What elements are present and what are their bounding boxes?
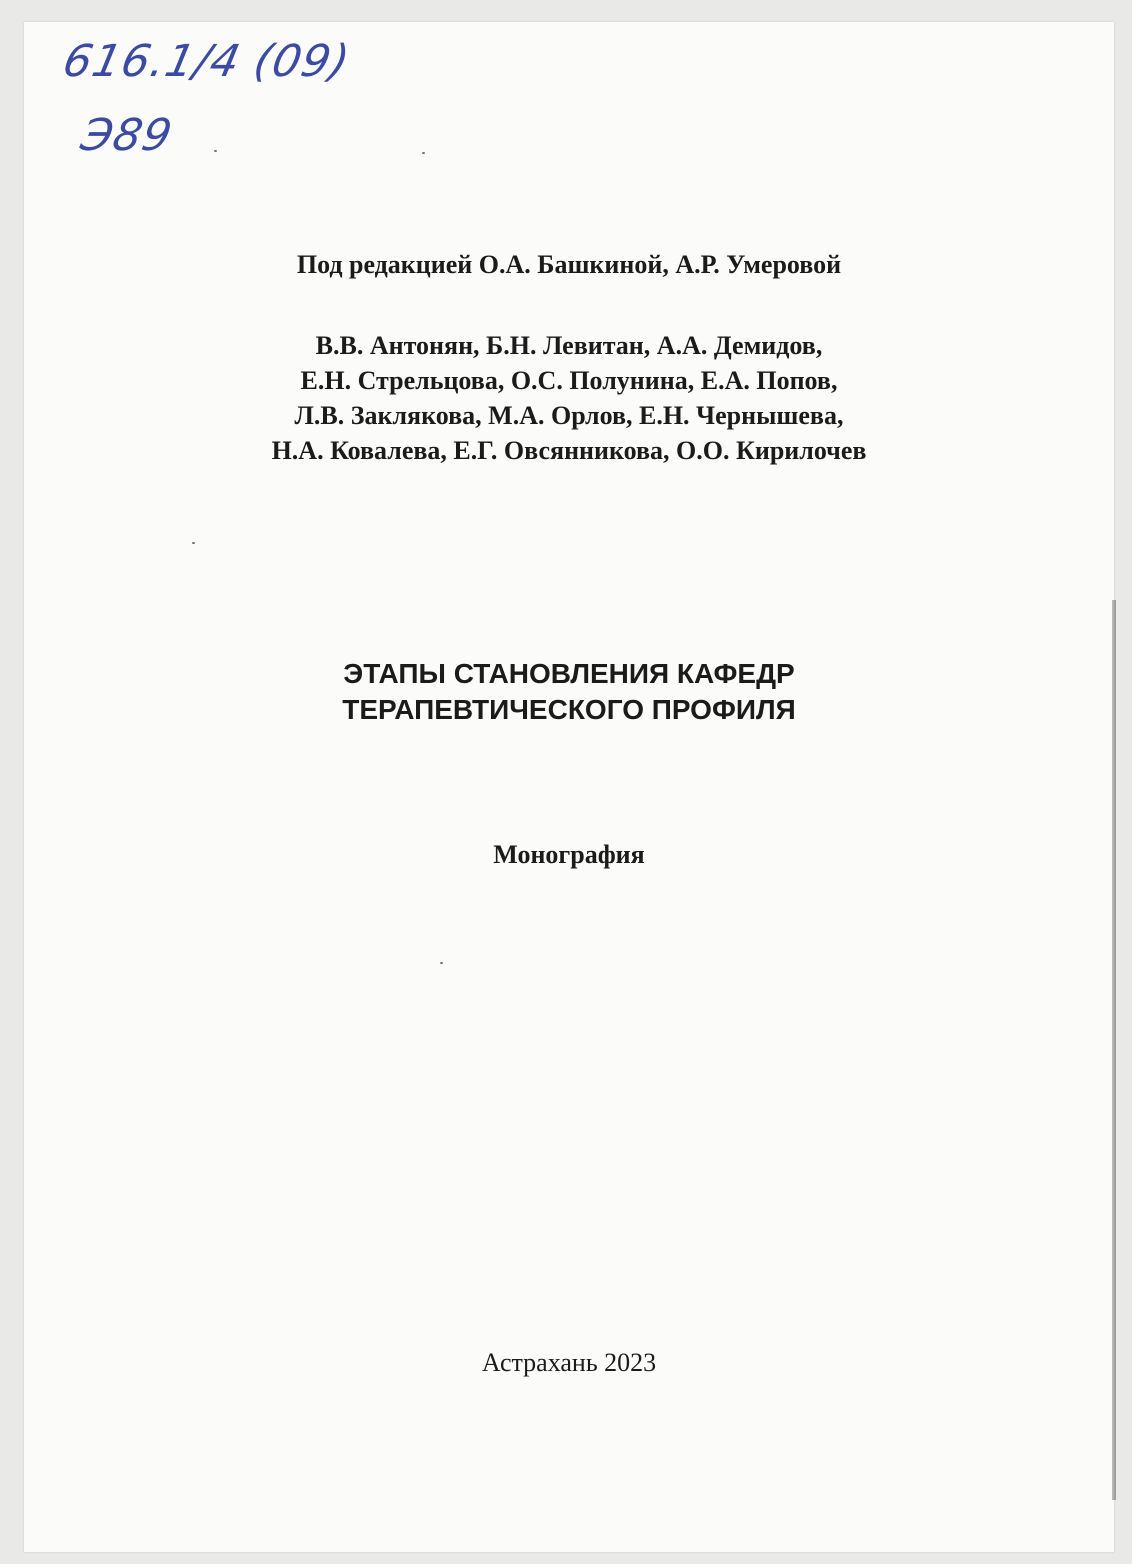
handwritten-shelf-mark: Э89 bbox=[76, 110, 178, 161]
scan-edge-shadow bbox=[1112, 600, 1116, 1500]
paper-speck bbox=[440, 962, 443, 964]
authors-line: Е.Н. Стрельцова, О.С. Полунина, Е.А. Попов, bbox=[300, 366, 838, 395]
paper-speck bbox=[214, 150, 217, 152]
handwritten-udc-code: 616.1/4 (09) bbox=[58, 36, 355, 87]
authors-line: В.В. Антонян, Б.Н. Левитан, А.А. Демидов, bbox=[315, 331, 823, 360]
publication-type: Монография bbox=[493, 840, 645, 869]
paper-speck bbox=[192, 542, 195, 544]
title-page bbox=[24, 22, 1114, 1552]
book-title-line: ТЕРАПЕВТИЧЕСКОГО ПРОФИЛЯ bbox=[342, 694, 796, 725]
paper-speck bbox=[422, 152, 425, 154]
book-title-line: ЭТАПЫ СТАНОВЛЕНИЯ КАФЕДР bbox=[343, 658, 795, 689]
editors-line: Под редакцией О.А. Башкиной, А.Р. Умеровой bbox=[296, 250, 842, 279]
authors-line: Л.В. Заклякова, М.А. Орлов, Е.Н. Чернышева, bbox=[294, 401, 844, 430]
authors-line: Н.А. Ковалева, Е.Г. Овсянникова, О.О. Кирилочев bbox=[271, 436, 867, 465]
imprint-place-year: Астрахань 2023 bbox=[481, 1348, 657, 1377]
authors-block bbox=[24, 328, 1114, 468]
book-title bbox=[24, 656, 1114, 728]
